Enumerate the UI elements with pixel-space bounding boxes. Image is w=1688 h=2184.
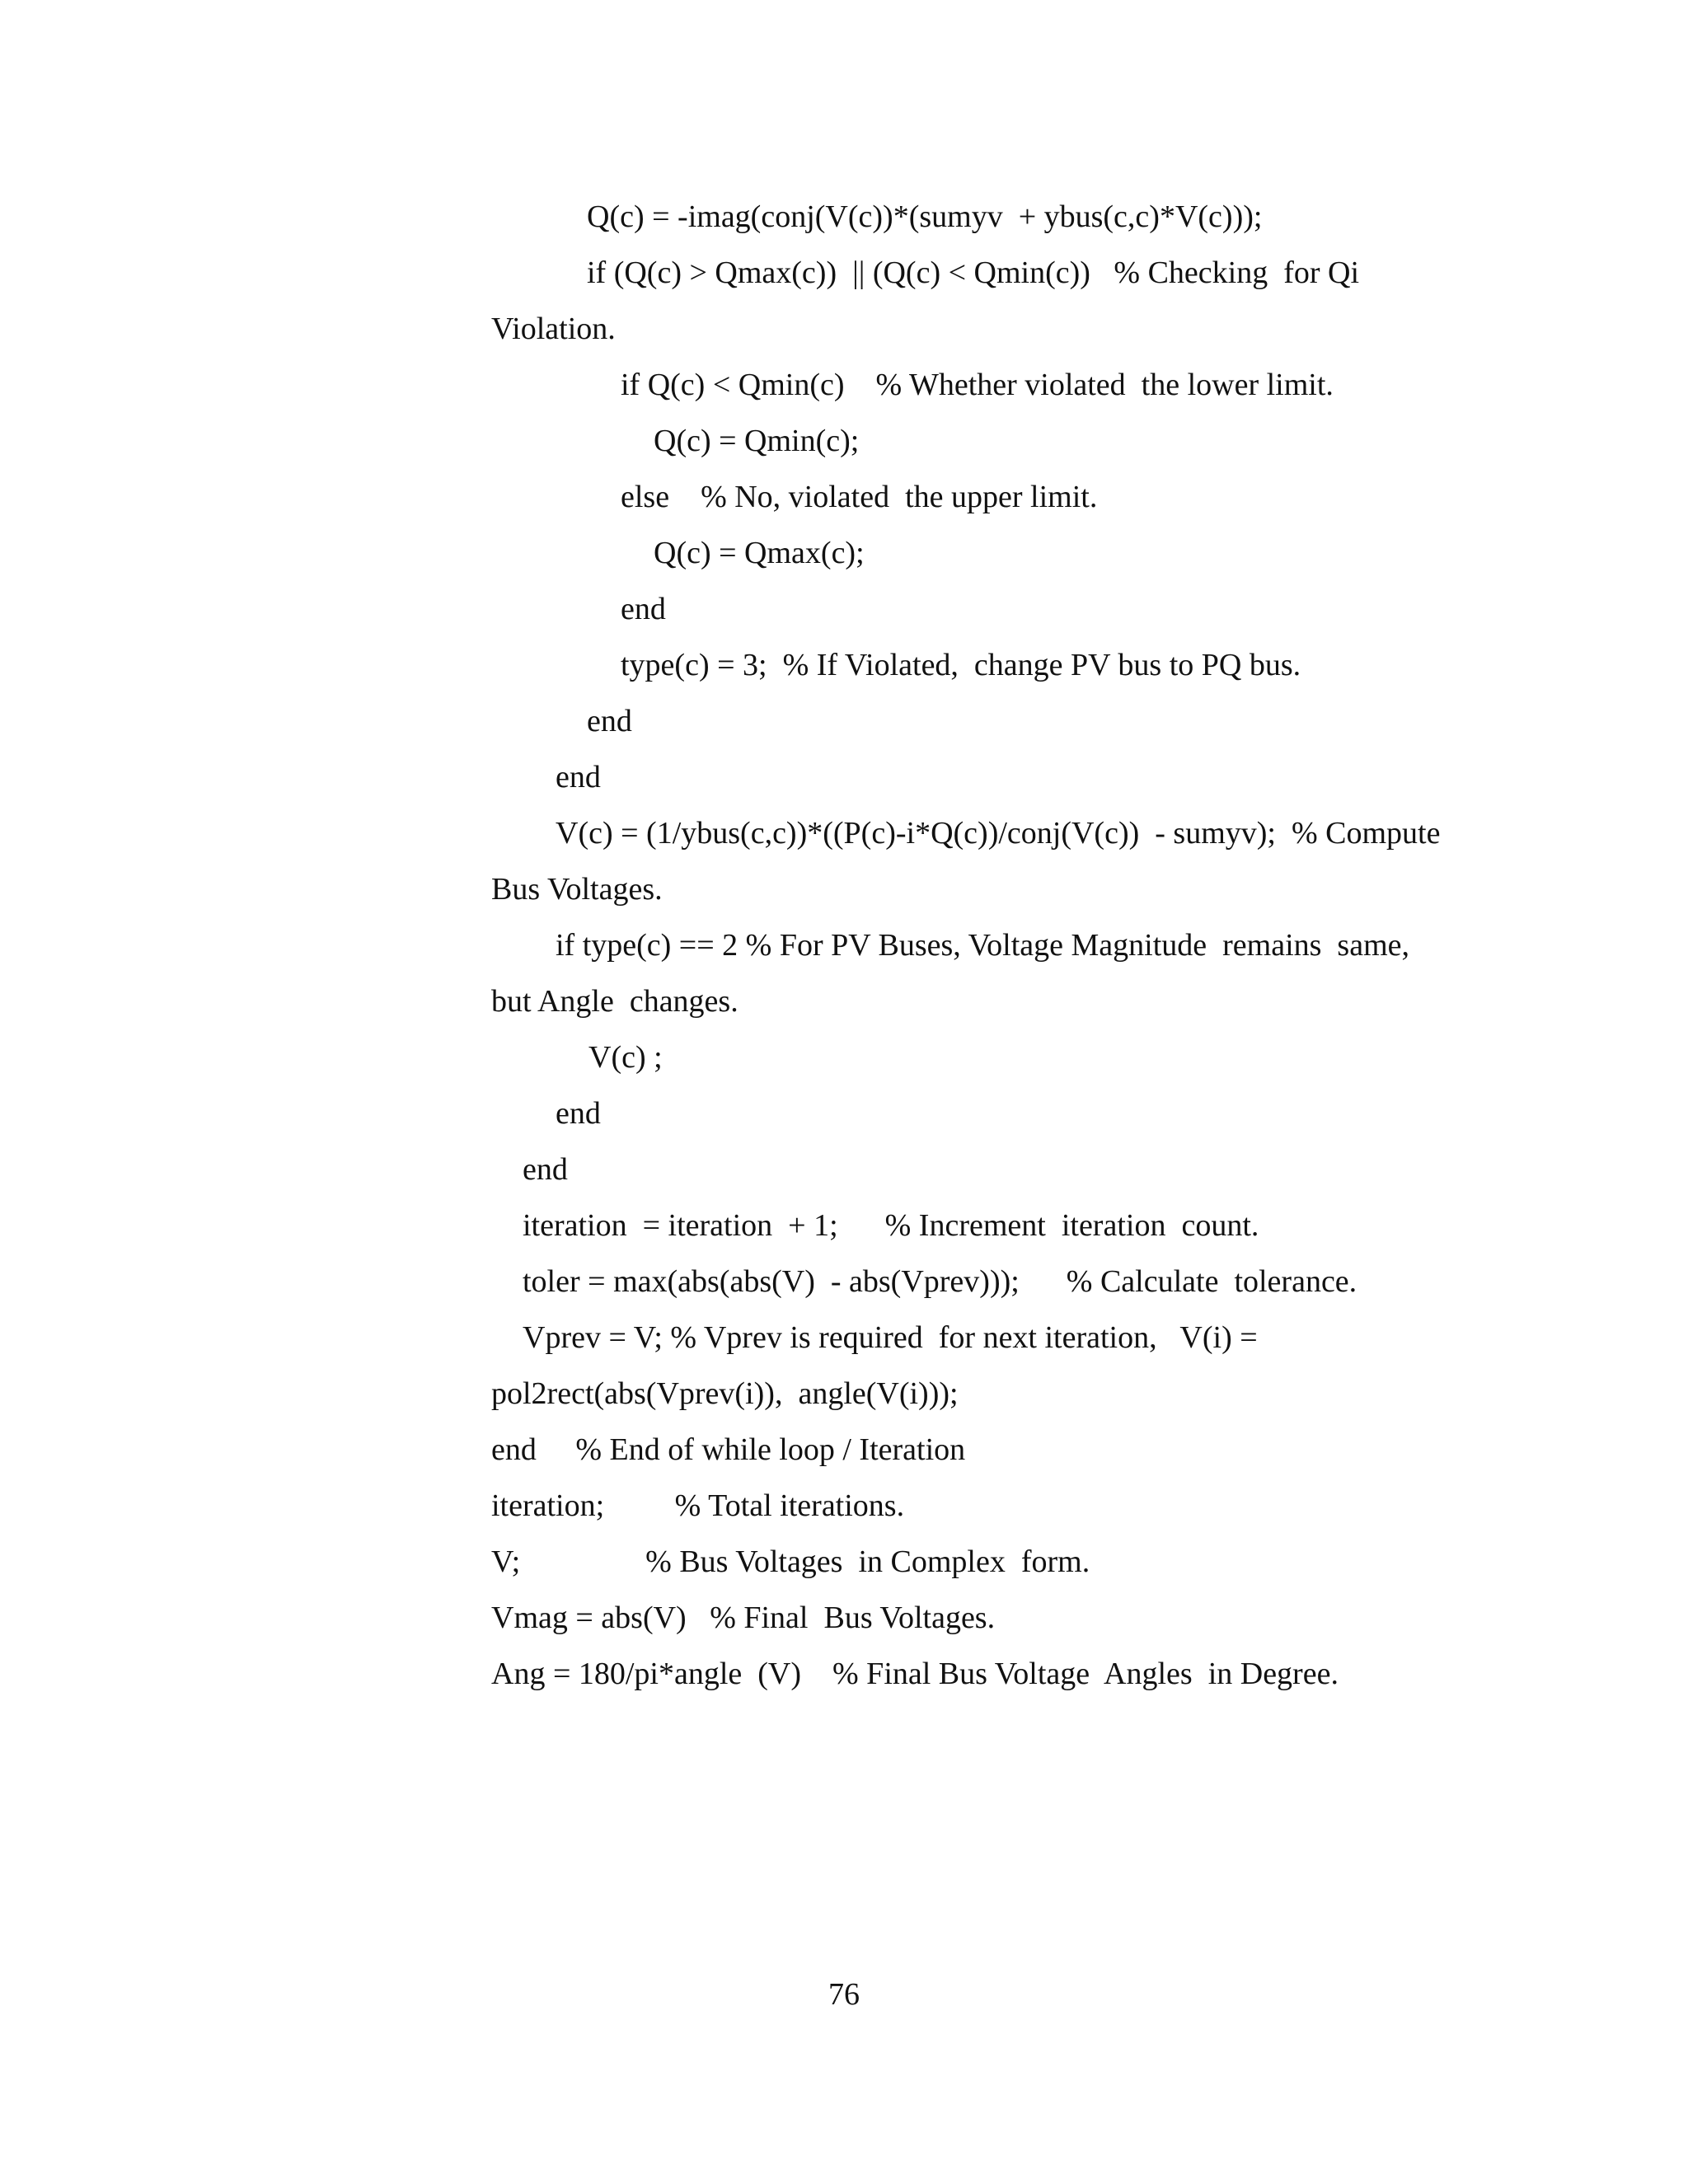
code-line: type(c) = 3; % If Violated, change PV bus to PQ bus. xyxy=(621,648,1301,682)
code-line: Bus Voltages. xyxy=(491,872,663,907)
code-line: Q(c) = Qmax(c); xyxy=(654,536,865,570)
code-line: end xyxy=(523,1152,568,1187)
code-line: V(c) ; xyxy=(588,1040,663,1075)
code-line: else % No, violated the upper limit. xyxy=(621,480,1098,514)
code-line: end xyxy=(556,760,601,794)
code-line: if Q(c) < Qmin(c) % Whether violated the lower limit. xyxy=(621,368,1334,402)
code-line: Violation. xyxy=(491,312,616,346)
code-line: Q(c) = Qmin(c); xyxy=(654,424,860,458)
code-line: Vprev = V; % Vprev is required for next iteration, V(i) = xyxy=(523,1320,1258,1355)
code-line: Vmag = abs(V) % Final Bus Voltages. xyxy=(491,1601,996,1635)
code-line: if (Q(c) > Qmax(c)) || (Q(c) < Qmin(c)) % Checking for Qi xyxy=(587,255,1360,290)
code-line: iteration; % Total iterations. xyxy=(491,1488,905,1523)
code-line: but Angle changes. xyxy=(491,984,738,1019)
code-line: end xyxy=(556,1096,601,1131)
code-line: V(c) = (1/ybus(c,c))*((P(c)-i*Q(c))/conj(V(c)) - sumyv); % Compute xyxy=(556,816,1441,851)
code-line: end % End of while loop / Iteration xyxy=(491,1432,966,1467)
code-line: Ang = 180/pi*angle (V) % Final Bus Voltage Angles in Degree. xyxy=(491,1657,1339,1691)
code-line: if type(c) == 2 % For PV Buses, Voltage Magnitude remains same, xyxy=(556,928,1410,963)
code-line: V; % Bus Voltages in Complex form. xyxy=(491,1544,1090,1579)
page-number: 76 xyxy=(828,1977,860,2012)
code-line: iteration = iteration + 1; % Increment iteration count. xyxy=(523,1208,1259,1243)
code-line: end xyxy=(587,704,632,738)
code-line: Q(c) = -imag(conj(V(c))*(sumyv + ybus(c,c)*V(c))); xyxy=(587,199,1263,234)
code-line: toler = max(abs(abs(V) - abs(Vprev))); % Calculate tolerance. xyxy=(523,1264,1357,1299)
code-line: end xyxy=(621,592,666,626)
code-line: pol2rect(abs(Vprev(i)), angle(V(i))); xyxy=(491,1376,959,1411)
